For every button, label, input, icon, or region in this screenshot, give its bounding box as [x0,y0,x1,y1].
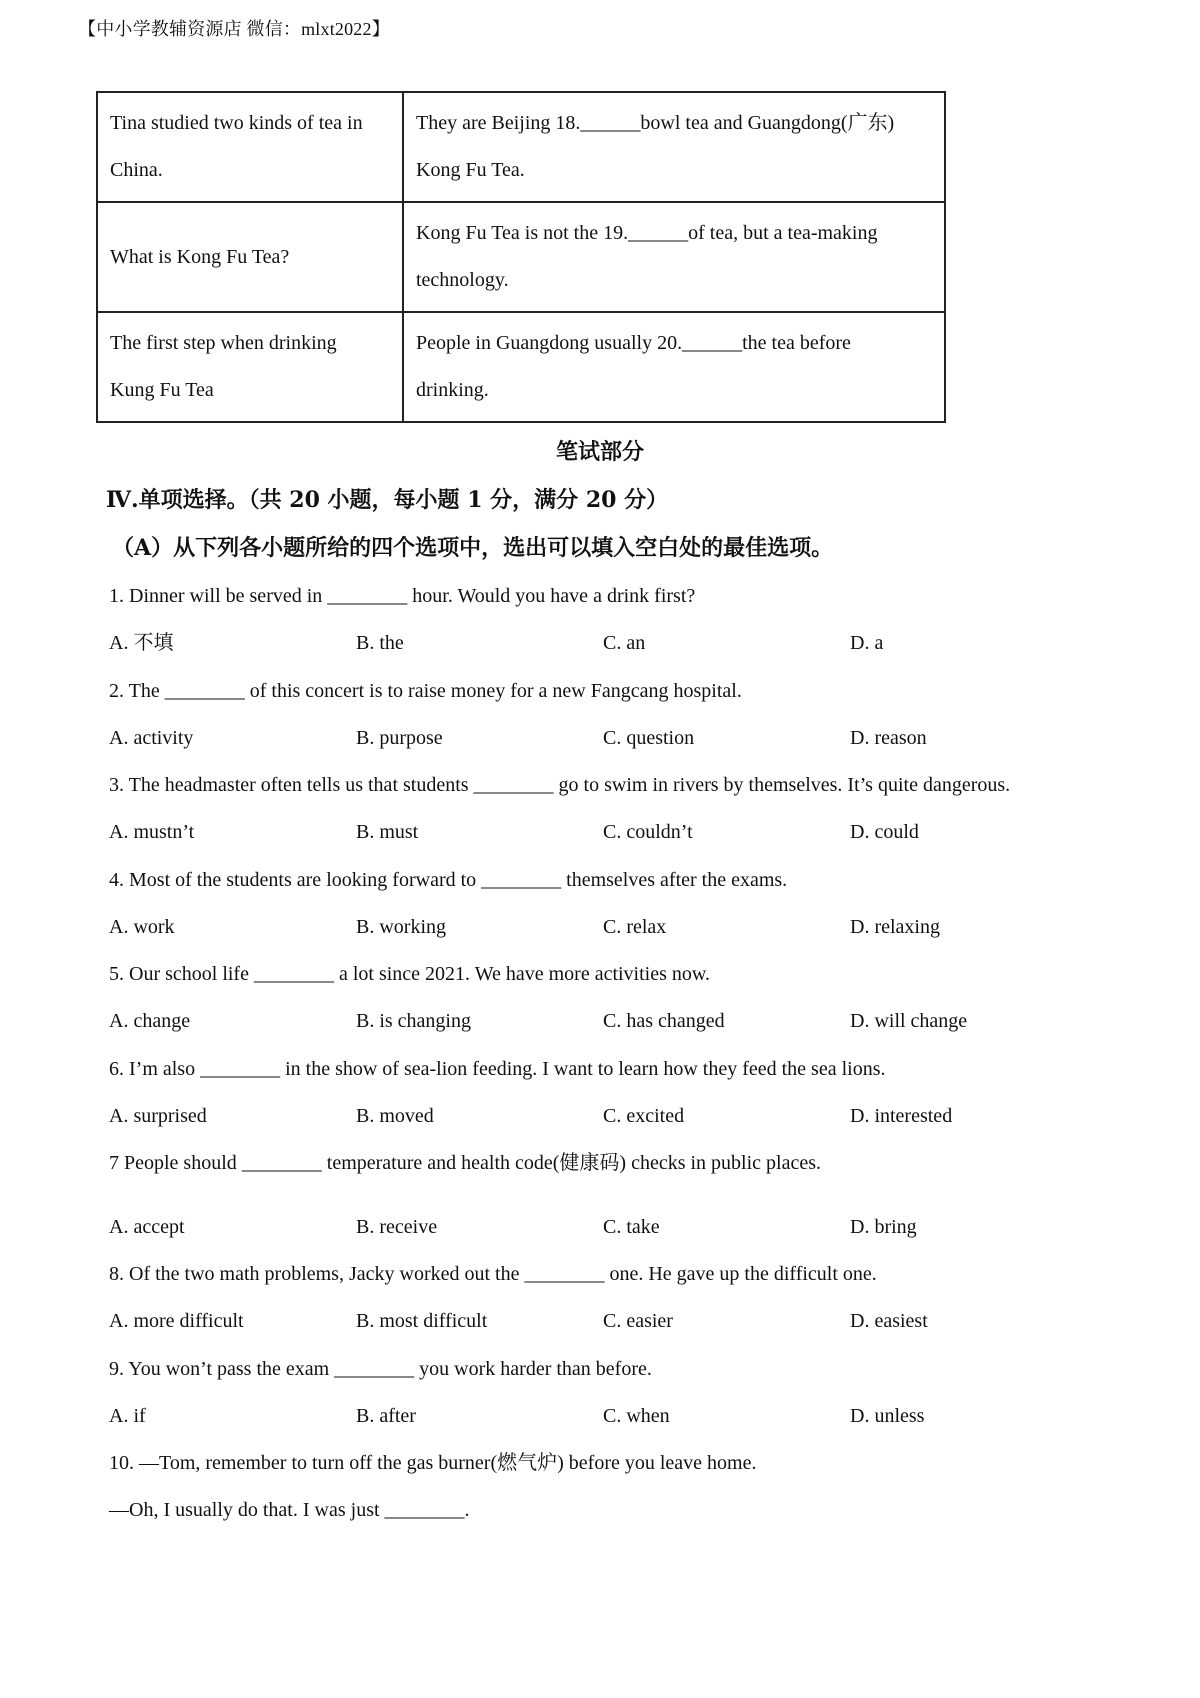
cell-line: The first step when drinking [110,332,337,354]
question-stem: 1. Dinner will be served in ________ hour. Would you have a drink first? [109,585,696,607]
tea-info-table [96,91,946,423]
option-a: A. work [109,916,175,938]
table-cell-left [97,202,403,312]
option-a: A. accept [109,1216,185,1238]
cell-line: technology. [416,269,509,291]
option-a: A. more difficult [109,1310,244,1332]
option-c: C. take [603,1216,660,1238]
cell-line: drinking. [416,379,489,401]
cell-line: Kong Fu Tea is not the 19.______of tea, but a tea-making [416,222,878,244]
dialogue-line: —Oh, I usually do that. I was just ________. [109,1499,470,1521]
table-cell-right [403,202,945,312]
section-title: 笔试部分 [555,439,644,465]
option-c: C. has changed [603,1010,725,1032]
part-heading: Ⅳ.单项选择。（共 20 小题，每小题 1 分，满分 20 分） [106,487,669,513]
option-a: A. 不填 [109,632,174,654]
question-stem: 8. Of the two math problems, Jacky worked out the ________ one. He gave up the difficult one. [109,1263,877,1285]
table-cell-right [403,312,945,422]
option-a: A. change [109,1010,191,1032]
option-b: B. most difficult [356,1310,488,1332]
option-b: B. the [356,632,404,654]
cell-line: They are Beijing 18.______bowl tea and Guangdong(广东) [416,112,895,134]
option-d: D. a [850,632,884,654]
cell-line: Tina studied two kinds of tea in [110,112,363,134]
question-stem: 2. The ________ of this concert is to raise money for a new Fangcang hospital. [109,680,742,702]
question-stem: 9. You won’t pass the exam ________ you work harder than before. [109,1358,652,1380]
cell-line: Kong Fu Tea. [416,159,525,181]
option-c: C. easier [603,1310,673,1332]
question-stem: 7 People should ________ temperature and health code(健康码) checks in public places. [109,1152,822,1174]
table-row [97,92,945,202]
option-a: A. activity [109,727,194,749]
option-b: B. moved [356,1105,434,1127]
question-stem: 5. Our school life ________ a lot since 2021. We have more activities now. [109,963,711,985]
option-b: B. receive [356,1216,438,1238]
question-stem: 10. —Tom, remember to turn off the gas burner(燃气炉) before you leave home. [109,1452,757,1474]
option-a: A. surprised [109,1105,207,1127]
table-row [97,312,945,422]
cell-line: China. [110,159,163,181]
header-note: 【中小学教辅资源店 微信：mlxt2022】 [78,19,390,39]
option-d: D. easiest [850,1310,928,1332]
option-d: D. will change [850,1010,968,1032]
option-d: D. reason [850,727,927,749]
option-d: D. interested [850,1105,953,1127]
option-c: C. an [603,632,646,654]
option-c: C. question [603,727,695,749]
question-stem: 4. Most of the students are looking forward to ________ themselves after the exams. [109,869,788,891]
table-cell-right [403,92,945,202]
question-stem: 3. The headmaster often tells us that students ________ go to swim in rivers by themselves. It’s quite dangerous. [109,774,1011,796]
option-c: C. excited [603,1105,685,1127]
option-a: A. if [109,1405,146,1427]
option-c: C. couldn’t [603,821,693,843]
table-cell-left [97,92,403,202]
cell-line: What is Kong Fu Tea? [110,245,290,268]
part-instructions: （A）从下列各小题所给的四个选项中，选出可以填入空白处的最佳选项。 [112,535,834,561]
option-b: B. must [356,821,419,843]
option-c: C. relax [603,916,667,938]
option-b: B. working [356,916,446,938]
option-d: D. could [850,821,919,843]
option-d: D. relaxing [850,916,940,938]
option-b: B. after [356,1405,416,1427]
cell-line: People in Guangdong usually 20.______the tea before [416,332,851,354]
table-row [97,202,945,312]
option-b: B. is changing [356,1010,471,1032]
question-stem: 6. I’m also ________ in the show of sea-lion feeding. I want to learn how they feed the sea lions. [109,1058,886,1080]
cell-line: Kung Fu Tea [110,379,214,401]
option-d: D. unless [850,1405,925,1427]
option-a: A. mustn’t [109,821,195,843]
table-cell-left [97,312,403,422]
option-d: D. bring [850,1216,917,1238]
option-b: B. purpose [356,727,443,749]
option-c: C. when [603,1405,670,1427]
